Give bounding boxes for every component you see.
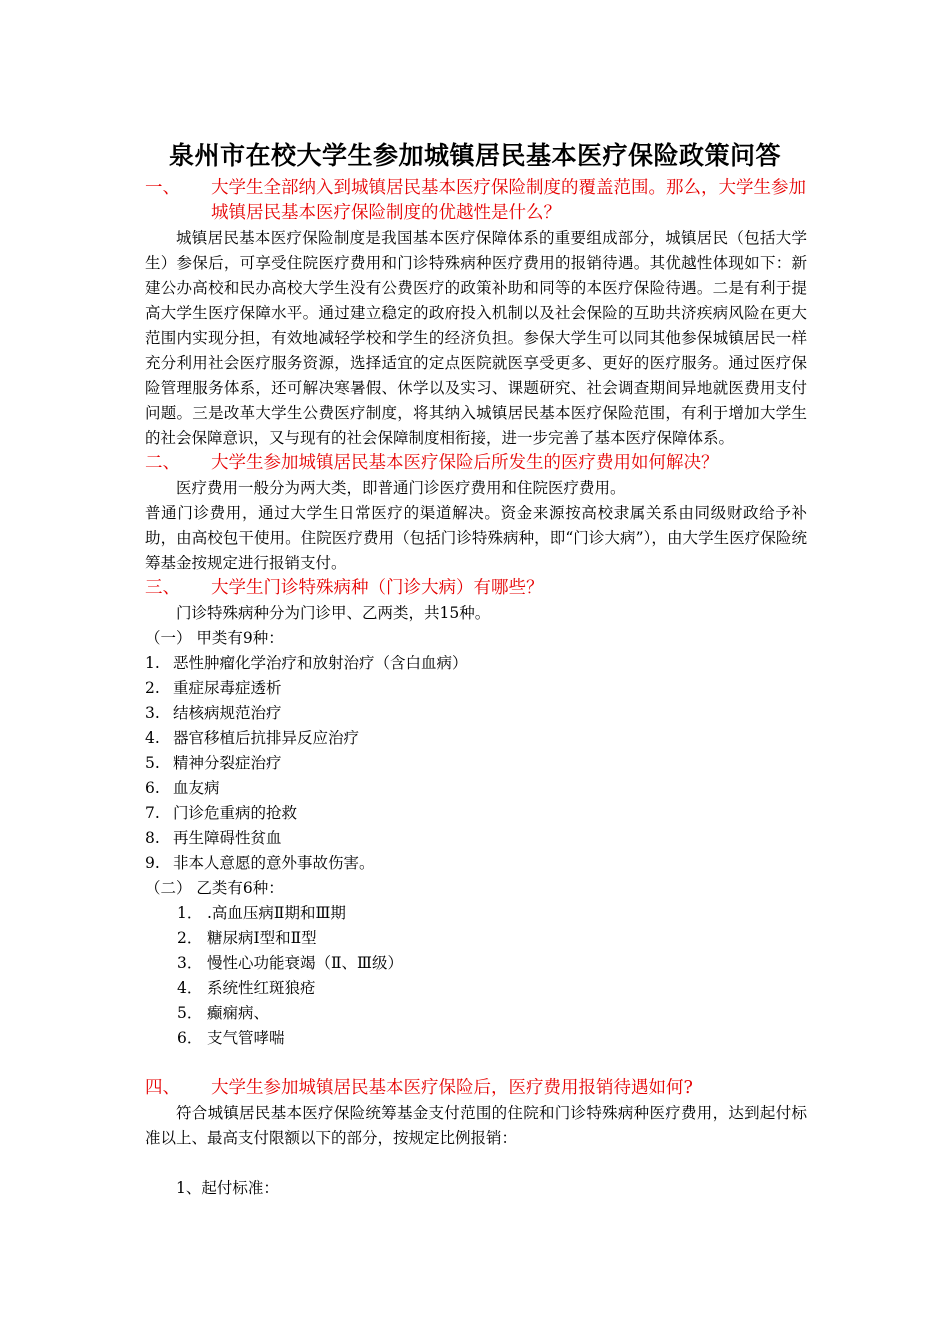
list-item-text: 系统性红斑狼疮 — [207, 979, 316, 997]
list-item-text: .高血压病Ⅱ期和Ⅲ期 — [207, 904, 346, 922]
list-item-number: 4． — [177, 979, 203, 997]
question-1 — [145, 176, 807, 226]
list-item — [145, 801, 807, 826]
list-item — [177, 976, 807, 1001]
list-item-text: 糖尿病Ⅰ型和Ⅱ型 — [207, 929, 317, 947]
list-item-text: 精神分裂症治疗 — [173, 754, 282, 772]
list-item-number: 7. — [145, 804, 160, 822]
answer-2-paragraph-1: 医疗费用一般分为两大类，即普通门诊医疗费用和住院医疗费用。 — [176, 479, 626, 497]
list-item-text: 结核病规范治疗 — [173, 704, 282, 722]
list-item-text: 再生障碍性贫血 — [173, 829, 282, 847]
list-item-number: 1． — [177, 904, 203, 922]
question-number: 四、 — [145, 1078, 180, 1098]
question-3 — [145, 576, 807, 601]
list-item-text: 门诊危重病的抢救 — [173, 804, 298, 822]
question-number: 一、 — [145, 178, 180, 198]
list-item — [145, 676, 807, 701]
list-item-number: 6． — [177, 1029, 203, 1047]
list-item-text: 非本人意愿的意外事故伤害。 — [173, 854, 375, 872]
list-item-number: 3． — [177, 954, 203, 972]
answer-4: 符合城镇居民基本医疗保险统筹基金支付范围的住院和门诊特殊病种医疗费用，达到起付标准以上、最高支付限额以下的部分，按规定比例报销： — [145, 1104, 807, 1147]
question-4 — [145, 1076, 807, 1101]
list-item — [177, 951, 807, 976]
list-item — [177, 901, 807, 926]
question-text: 大学生参加城镇居民基本医疗保险后，医疗费用报销待遇如何? — [211, 1078, 693, 1098]
list-item — [177, 1026, 807, 1051]
document-title: 泉州市在校大学生参加城镇居民基本医疗保险政策问答 — [168, 141, 781, 170]
group-a-list — [145, 651, 807, 876]
list-item-number: 4. — [145, 729, 160, 747]
group-b-list — [145, 901, 807, 1051]
list-item — [177, 926, 807, 951]
list-item-number: 9. — [145, 854, 160, 872]
document-body — [145, 176, 807, 1201]
list-item — [177, 1001, 807, 1026]
list-item — [145, 751, 807, 776]
list-item-number: 2． — [177, 929, 203, 947]
list-item — [145, 826, 807, 851]
list-item-number: 5. — [145, 754, 160, 772]
answer-1: 城镇居民基本医疗保险制度是我国基本医疗保障体系的重要组成部分，城镇居民（包括大学生）参保后，可享受住院医疗费用和门诊特殊病种医疗费用的报销待遇。其优越性体现如下：新建公办高校和民办高校大学生没有公费医疗的政策补助和同等的本医疗保险待遇。二是有利于提高大学生医疗保障水平。通过建立稳定的政府投入机制以及社会保险的互助共济疾病风险在更大范围内实现分担，有效地减轻学校和学生的经济负担。参保大学生可以同其他参保城镇居民一样充分利用社会医疗服务资源，选择适宜的定点医院就医享受更多、更好的医疗服务。通过医疗保险管理服务体系，还可解决寒暑假、休学以及实习、课题研究、社会调查期间异地就医费用支付问题。三是改革大学生公费医疗制度，将其纳入城镇居民基本医疗保险范围，有利于增加大学生的社会保障意识，又与现有的社会保障制度相衔接，进一步完善了基本医疗保障体系。 — [145, 229, 807, 447]
list-item-number: 8. — [145, 829, 160, 847]
list-item — [145, 776, 807, 801]
list-item-number: 6. — [145, 779, 160, 797]
answer-4-item-1: 1、起付标准： — [176, 1179, 279, 1197]
question-2 — [145, 451, 807, 476]
group-a-heading: （一） 甲类有9种： — [145, 629, 284, 647]
question-text: 大学生全部纳入到城镇居民基本医疗保险制度的覆盖范围。那么，大学生参加城镇居民基本医疗保险制度的优越性是什么？ — [211, 178, 806, 223]
list-item — [145, 851, 807, 876]
list-item — [145, 701, 807, 726]
list-item-text: 血友病 — [173, 779, 220, 797]
answer-2-paragraph-2: 普通门诊费用，通过大学生日常医疗的渠道解决。资金来源按高校隶属关系由同级财政给予补助，由高校包干使用。住院医疗费用（包括门诊特殊病种，即“门诊大病”），由大学生医疗保险统筹基金按规定进行报销支付。 — [145, 504, 807, 572]
list-item — [145, 726, 807, 751]
question-text: 大学生门诊特殊病种（门诊大病）有哪些？ — [211, 578, 544, 598]
question-text: 大学生参加城镇居民基本医疗保险后所发生的医疗费用如何解决？ — [211, 453, 719, 473]
answer-3-intro: 门诊特殊病种分为门诊甲、乙两类，共15种。 — [176, 604, 491, 622]
list-item-text: 慢性心功能衰竭（Ⅱ、Ⅲ级） — [207, 954, 403, 972]
list-item — [145, 651, 807, 676]
list-item-text: 支气管哮喘 — [207, 1029, 285, 1047]
list-item-text: 重症尿毒症透析 — [173, 679, 282, 697]
question-number: 二、 — [145, 453, 180, 473]
list-item-text: 恶性肿瘤化学治疗和放射治疗（含白血病） — [173, 654, 468, 672]
group-b-heading: （二） 乙类有6种： — [145, 879, 284, 897]
list-item-number: 2. — [145, 679, 160, 697]
list-item-number: 1. — [145, 654, 160, 672]
list-item-text: 器官移植后抗排异反应治疗 — [173, 729, 360, 747]
question-number: 三、 — [145, 578, 180, 598]
list-item-text: 癫痫病、 — [207, 1004, 270, 1022]
list-item-number: 5． — [177, 1004, 203, 1022]
list-item-number: 3. — [145, 704, 160, 722]
